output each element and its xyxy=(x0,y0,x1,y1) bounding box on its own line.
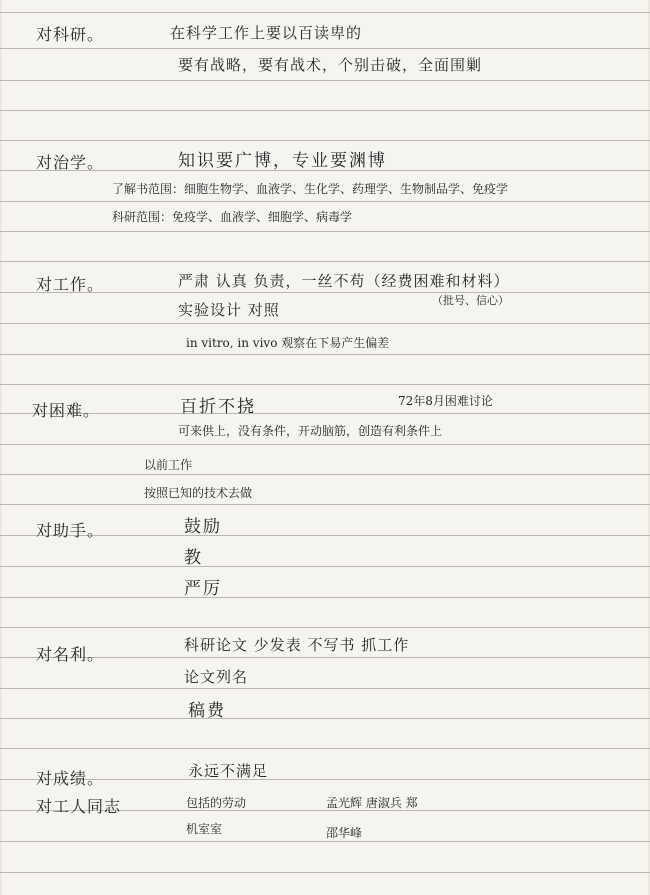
ruled-line xyxy=(0,748,650,749)
ruled-line xyxy=(0,261,650,262)
study-line-2: 了解书范围：细胞生物学、血液学、生化学、药理学、生物制品学、免疫学 xyxy=(112,182,509,196)
ruled-line xyxy=(0,48,650,49)
page-edge-left xyxy=(0,0,2,895)
ruled-line xyxy=(0,354,650,355)
ruled-line xyxy=(0,474,650,475)
difficulty-line-1: 百折不挠 xyxy=(180,397,256,417)
assistant-line-1: 鼓励 xyxy=(184,517,222,537)
section-label-workers: 对工人同志 xyxy=(36,797,122,816)
work-line-3: （批号、信心） xyxy=(432,294,509,307)
ruled-line xyxy=(0,688,650,689)
workers-line-3: 机室室 xyxy=(186,822,223,836)
ruled-line xyxy=(0,566,650,567)
ruled-line xyxy=(0,201,650,202)
ruled-line xyxy=(0,444,650,445)
ruled-line xyxy=(0,504,650,505)
work-line-4: in vitro, in vivo 观察在下易产生偏差 xyxy=(186,336,390,350)
ruled-line xyxy=(0,12,650,13)
section-label-assistant: 对助手。 xyxy=(36,521,105,540)
ruled-line xyxy=(0,231,650,232)
difficulty-line-4: 以前工作 xyxy=(144,458,193,472)
ruled-line xyxy=(0,323,650,324)
study-line-3: 科研范围：免疫学、血液学、细胞学、病毒学 xyxy=(112,210,353,224)
ruled-line xyxy=(0,872,650,873)
assistant-line-2: 教 xyxy=(184,548,203,568)
ruled-line xyxy=(0,80,650,81)
ruled-line xyxy=(0,841,650,842)
ruled-line xyxy=(0,718,650,719)
section-label-work: 对工作。 xyxy=(36,275,105,294)
difficulty-line-5: 按照已知的技术去做 xyxy=(144,486,253,500)
workers-line-4: 邵华峰 xyxy=(326,826,363,840)
section-label-research: 对科研。 xyxy=(36,25,105,44)
section-label-fame: 对名利。 xyxy=(36,645,105,664)
ruled-line xyxy=(0,597,650,598)
assistant-line-3: 严厉 xyxy=(184,579,222,599)
achievement-line-1: 永远不满足 xyxy=(188,762,269,780)
fame-line-1: 科研论文 少发表 不写书 抓工作 xyxy=(184,636,410,654)
ruled-line xyxy=(0,384,650,385)
difficulty-line-3: 可来供上，没有条件，开动脑筋，创造有利条件上 xyxy=(178,424,443,438)
fame-line-2: 论文列名 xyxy=(184,668,249,686)
difficulty-line-2: 72年8月困难讨论 xyxy=(398,394,493,408)
research-line-1: 在科学工作上要以百读卑的 xyxy=(170,24,363,42)
section-label-achievement: 对成绩。 xyxy=(36,769,105,788)
study-line-1: 知识要广博，专业要渊博 xyxy=(178,151,387,171)
fame-line-3: 稿费 xyxy=(188,701,226,721)
section-label-study: 对治学。 xyxy=(36,153,105,172)
ruled-line xyxy=(0,140,650,141)
section-label-difficulty: 对困难。 xyxy=(32,401,101,420)
workers-line-2: 孟光辉 唐淑兵 郑 xyxy=(326,796,418,810)
work-line-2: 实验设计 对照 xyxy=(178,301,280,319)
work-line-1: 严肃 认真 负责，一丝不苟（经费困难和材料） xyxy=(178,272,510,290)
ruled-line xyxy=(0,110,650,111)
research-line-2: 要有战略，要有战术，个别击破，全面围剿 xyxy=(178,56,483,74)
ruled-line xyxy=(0,627,650,628)
workers-line-1: 包括的劳动 xyxy=(186,796,247,810)
